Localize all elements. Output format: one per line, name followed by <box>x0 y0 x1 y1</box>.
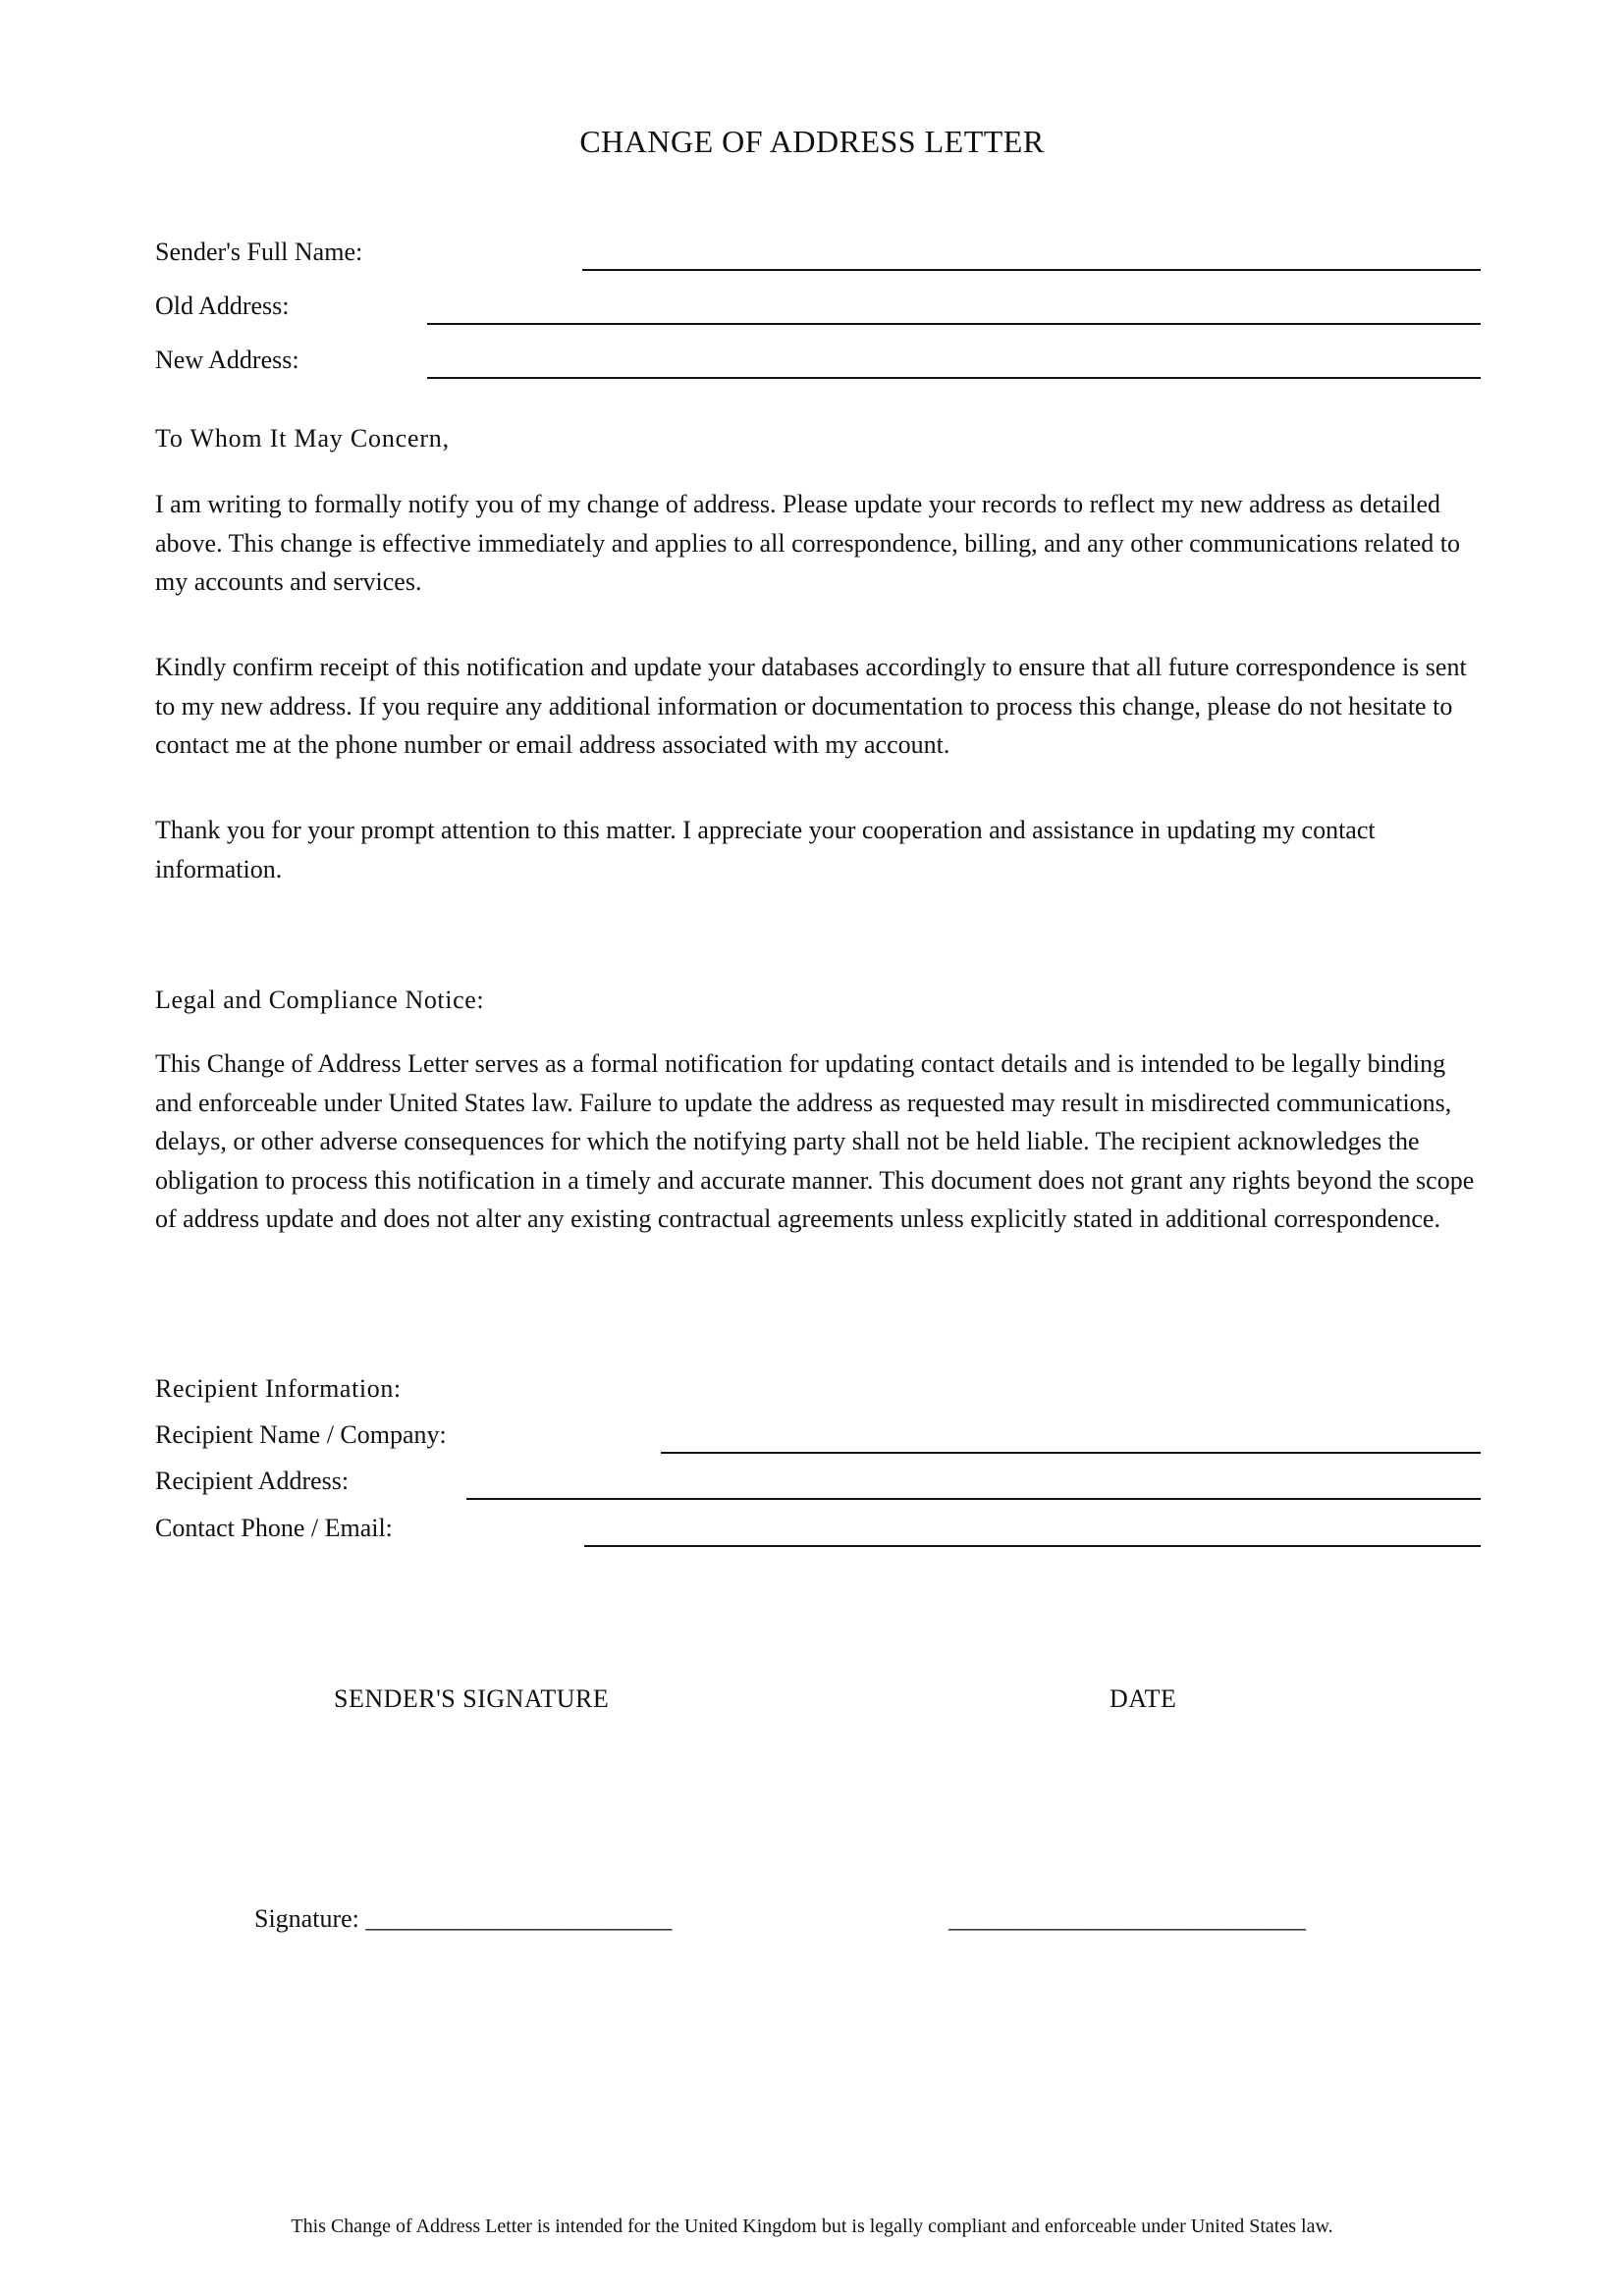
footer-note: This Change of Address Letter is intended for the United Kingdom but is legally compliant and enforceable under United States law. <box>291 2216 1333 2237</box>
sender-name-label: Sender's Full Name: <box>155 238 363 266</box>
old-address-line[interactable] <box>427 323 1481 325</box>
sender-signature-label: SENDER'S SIGNATURE <box>334 1684 610 1713</box>
body-paragraph-3: Thank you for your prompt attention to this matter. I appreciate your cooperation and assistance in updating my contact information. <box>155 816 1376 883</box>
contact-label: Contact Phone / Email: <box>155 1514 393 1542</box>
salutation: To Whom It May Concern, <box>155 424 450 453</box>
recipient-name-label: Recipient Name / Company: <box>155 1420 447 1449</box>
sender-name-field <box>155 238 1481 277</box>
signature-line[interactable]: Signature: ________________________ <box>254 1904 673 1933</box>
recipient-name-field <box>155 1420 1481 1460</box>
legal-heading: Legal and Compliance Notice: <box>155 986 485 1014</box>
old-address-field <box>155 292 1481 331</box>
body-paragraph-2: Kindly confirm receipt of this notification and update your databases accordingly to ensure that all future correspondence is sent to my new address. If you require any additional information or documentation to process this change, please do not hesitate to contact me at the phone number or email address associated with my account. <box>155 653 1467 759</box>
new-address-field <box>155 346 1481 385</box>
new-address-label: New Address: <box>155 346 299 374</box>
legal-text: This Change of Address Letter serves as a formal notification for updating contact details and is intended to be legally binding and enforceable under United States law. Failure to update the address as requested may result in misdirected communications, delays, or other adverse consequences for which the notifying party shall not be held liable. The recipient acknowledges the obligation to process this notification in a timely and accurate manner. This document does not grant any rights beyond the scope of address update and does not alter any existing contractual agreements unless explicitly stated in additional correspondence. <box>155 1049 1475 1233</box>
recipient-name-line[interactable] <box>661 1452 1481 1454</box>
date-label: DATE <box>1110 1684 1177 1713</box>
new-address-line[interactable] <box>427 377 1481 379</box>
document-title: CHANGE OF ADDRESS LETTER <box>579 124 1045 159</box>
date-line[interactable]: ____________________________ <box>948 1904 1306 1933</box>
contact-line[interactable] <box>584 1545 1481 1547</box>
old-address-label: Old Address: <box>155 292 290 320</box>
body-paragraph-1: I am writing to formally notify you of my change of address. Please update your records to reflect my new address as detailed above. This change is effective immediately and applies to all correspondence, billing, and any other communications related to my accounts and services. <box>155 490 1460 596</box>
recipient-address-label: Recipient Address: <box>155 1467 350 1495</box>
recipient-heading: Recipient Information: <box>155 1374 402 1403</box>
sender-name-line[interactable] <box>582 269 1481 271</box>
recipient-address-line[interactable] <box>466 1498 1481 1500</box>
recipient-address-field <box>155 1467 1481 1506</box>
contact-field <box>155 1514 1481 1553</box>
